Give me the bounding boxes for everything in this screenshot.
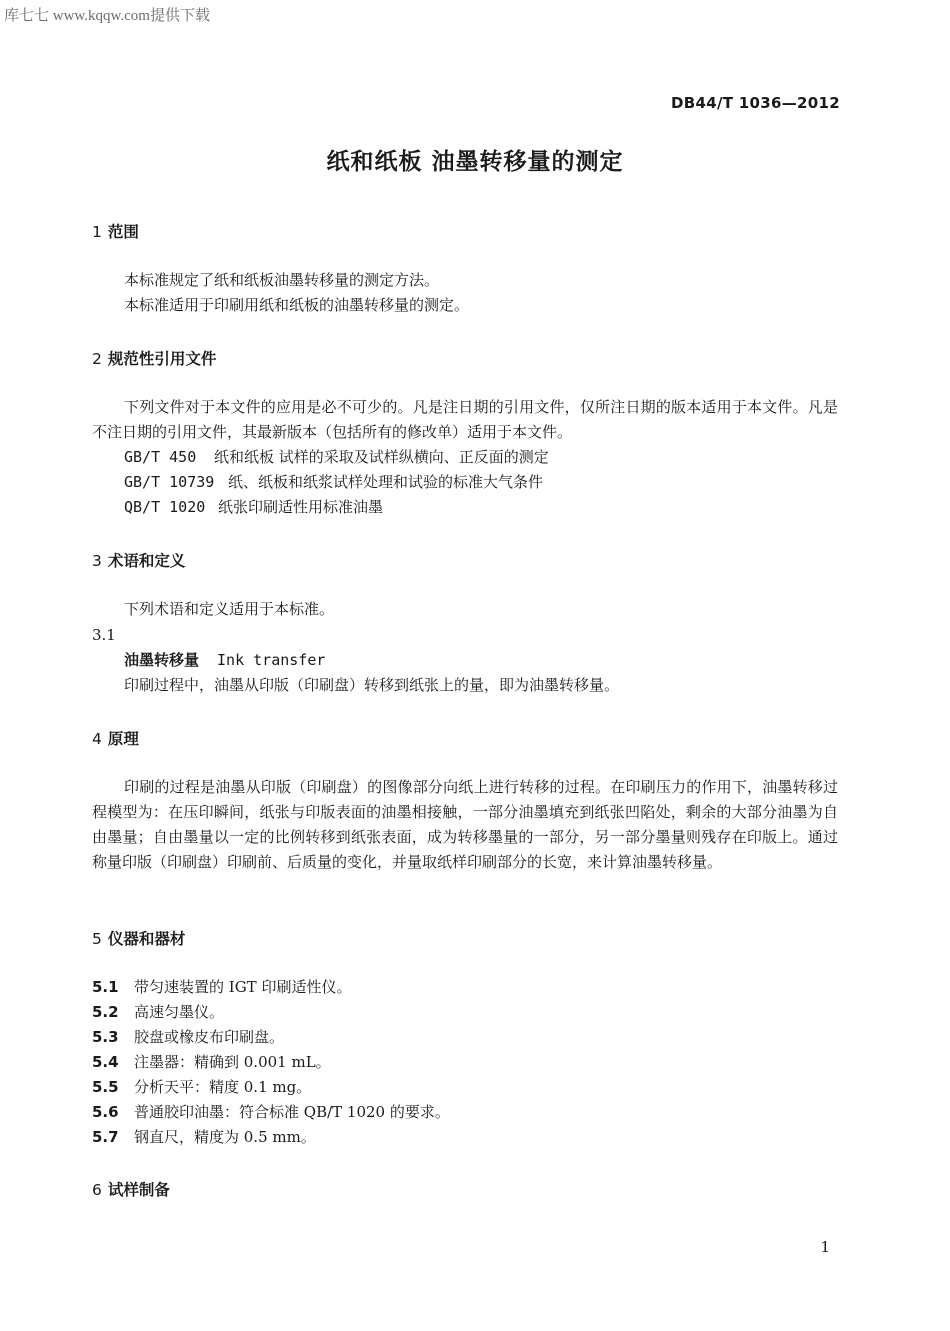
item-number: 5.4 (92, 1053, 119, 1071)
paragraph: 下列文件对于本文件的应用是必不可少的。凡是注日期的引用文件，仅所注日期的版本适用于本文件。凡是不注日期的引用文件，其最新版本（包括所有的修改单）适用于本文件。 (92, 398, 838, 441)
paragraph: 本标准适用于印刷用纸和纸板的油墨转移量的测定。 (124, 296, 470, 314)
download-watermark: 库七七 www.kqqw.com提供下载 (4, 8, 210, 24)
item-number: 5.6 (92, 1103, 119, 1121)
list-item (92, 1075, 311, 1100)
list-item (92, 1125, 316, 1150)
reference-item (124, 470, 543, 495)
item-number: 5.7 (92, 1128, 119, 1146)
item-text: 普通胶印油墨：符合标准 QB/T 1020 的要求。 (134, 1103, 450, 1121)
list-item (92, 1100, 450, 1125)
section-number: 4 (92, 730, 102, 748)
list-item (92, 1000, 224, 1025)
section-heading-normative-references (92, 347, 216, 369)
item-number: 5.3 (92, 1028, 119, 1046)
list-item (92, 1050, 331, 1075)
item-text: 分析天平：精度 0.1 mg。 (134, 1078, 312, 1096)
section-heading-scope (92, 220, 139, 242)
reference-item (124, 495, 383, 520)
term-definition: 印刷过程中，油墨从印版（印刷盘）转移到纸张上的量，即为油墨转移量。 (124, 676, 620, 694)
section-number: 3 (92, 552, 102, 570)
term-english: Ink transfer (217, 651, 326, 669)
item-text: 注墨器：精确到 0.001 mL。 (134, 1053, 331, 1071)
section-heading-terms (92, 549, 185, 571)
item-text: 高速匀墨仪。 (134, 1003, 225, 1021)
reference-code: GB/T 10739 (124, 473, 215, 491)
item-text: 胶盘或橡皮布印刷盘。 (134, 1028, 285, 1046)
paragraph: 印刷的过程是油墨从印版（印刷盘）的图像部分向纸上进行转移的过程。在印刷压力的作用下，油墨转移过程模型为：在压印瞬间，纸张与印版表面的油墨相接触，一部分油墨填充到纸张凹陷处，剩余的大部分油墨为自由墨量；自由墨量以一定的比例转移到纸张表面，成为转移墨量的一部分，另一部分墨量则残存在印版上。通过称量印版（印刷盘）印刷前、后质量的变化，并量取纸样印刷部分的长宽，来计算油墨转移量。 (92, 778, 838, 871)
term-number: 3.1 (92, 626, 116, 644)
paragraph: 本标准规定了纸和纸板油墨转移量的测定方法。 (124, 271, 440, 289)
section-number: 1 (92, 223, 102, 241)
reference-title: 纸、纸板和纸浆试样处理和试验的标准大气条件 (228, 473, 544, 491)
section-title: 试样制备 (107, 1181, 170, 1199)
page-title: 纸和纸板 油墨转移量的测定 (326, 149, 624, 175)
item-text: 钢直尺，精度为 0.5 mm。 (134, 1128, 316, 1146)
section-title: 原理 (107, 730, 139, 748)
reference-item (124, 445, 549, 470)
standard-code: DB44/T 1036—2012 (671, 94, 840, 112)
item-number: 5.2 (92, 1003, 119, 1021)
term-entry (124, 648, 325, 673)
section-number: 6 (92, 1181, 102, 1199)
term-chinese: 油墨转移量 (124, 651, 200, 669)
list-item (92, 1025, 284, 1050)
section-number: 5 (92, 930, 102, 948)
reference-code: GB/T 450 (124, 448, 197, 466)
section-title: 术语和定义 (107, 552, 186, 570)
reference-title: 纸和纸板 试样的采取及试样纵横向、正反面的测定 (214, 448, 549, 466)
section-title: 规范性引用文件 (107, 350, 217, 368)
section-title: 仪器和器材 (107, 930, 186, 948)
section-title: 范围 (107, 223, 139, 241)
paragraph: 下列术语和定义适用于本标准。 (124, 600, 335, 618)
reference-title: 纸张印刷适性用标准油墨 (218, 498, 384, 516)
item-number: 5.5 (92, 1078, 119, 1096)
section-number: 2 (92, 350, 102, 368)
page-number: 1 (820, 1238, 830, 1256)
section-heading-sample-preparation (92, 1178, 170, 1200)
item-number: 5.1 (92, 978, 119, 996)
reference-code: QB/T 1020 (124, 498, 206, 516)
section-heading-principle (92, 727, 139, 749)
list-item (92, 975, 351, 1000)
item-text: 带匀速装置的 IGT 印刷适性仪。 (134, 978, 352, 996)
section-heading-apparatus (92, 927, 185, 949)
